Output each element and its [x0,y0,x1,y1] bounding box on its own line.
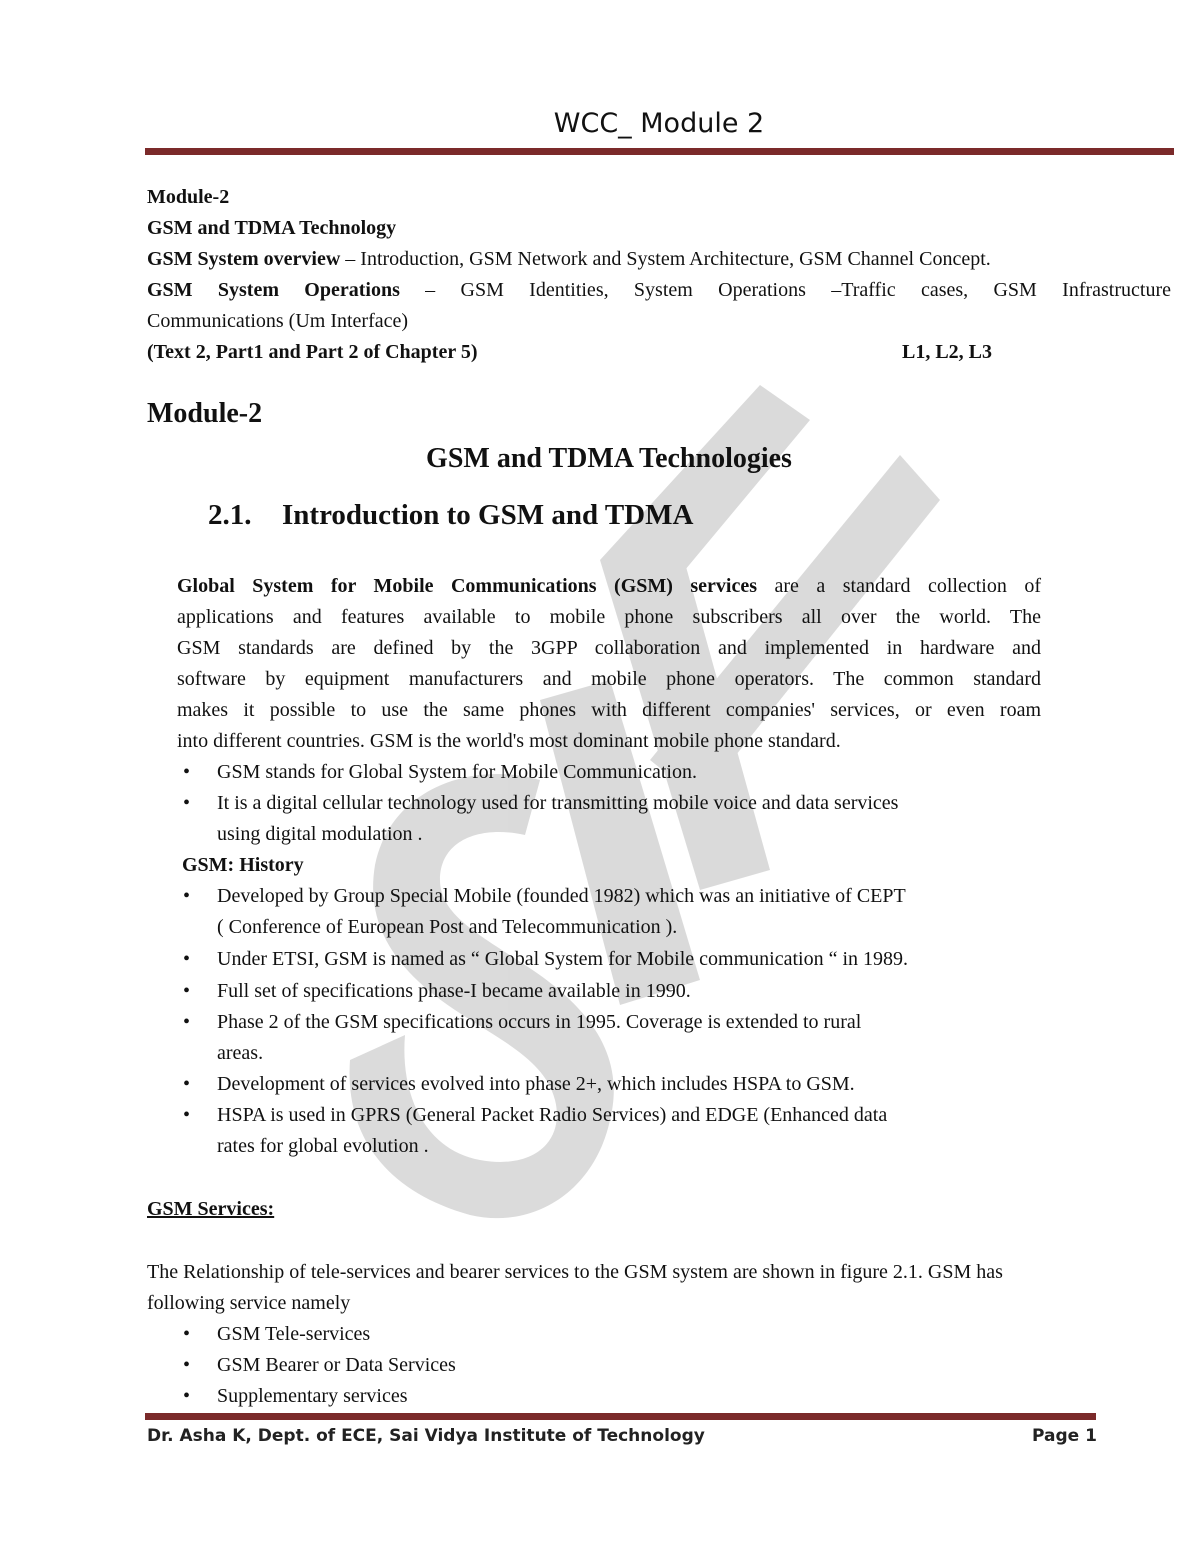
operations-text: – GSM Identities, System Operations –Traffic cases, GSM Infrastructure [399,279,1171,301]
syllabus-module: Module-2 [147,186,230,208]
bullet-icon: • [183,792,191,814]
intro-line1-rest: are a standard collection of [757,575,1042,597]
intro-line-4: software by equipment manufacturers and mobile phone operators. The common standard [177,668,1041,690]
intro-line-1 [177,571,1041,602]
overview-label: GSM System overview [147,248,341,270]
intro-bold-lead: Global System for Mobile Communications (GSM) services [177,575,758,597]
header-rule [145,148,1174,155]
services-line-2: following service namely [147,1292,351,1314]
bullet-icon: • [183,1323,191,1345]
bullet-icon: • [183,1385,191,1407]
syllabus-levels: L1, L2, L3 [902,341,993,363]
bullet-icon: • [183,885,191,907]
module-heading: Module-2 [147,398,263,429]
list-item: • GSM Bearer or Data Services [183,1350,456,1381]
list-item-cont: ( Conference of European Post and Telecommunication ). [217,916,678,938]
list-item-cont: using digital modulation . [217,823,423,845]
bullet-icon: • [183,1104,191,1126]
list-item-cont: rates for global evolution . [217,1135,429,1157]
intro-line-2: applications and features available to mobile phone subscribers all over the world. The [177,606,1041,628]
overview-text: – Introduction, GSM Network and System Architecture, GSM Channel Concept. [340,248,991,270]
list-item: • Full set of specifications phase-I became available in 1990. [183,976,691,1007]
bullet-icon: • [183,761,191,783]
list-item: • GSM stands for Global System for Mobile Communication. [183,757,697,788]
list-item-cont: areas. [217,1042,264,1064]
list-item: • Under ETSI, GSM is named as “ Global System for Mobile communication “ in 1989. [183,944,908,975]
intro-line-3: GSM standards are defined by the 3GPP collaboration and implemented in hardware and [177,637,1041,659]
services-heading: GSM Services: [147,1198,275,1220]
section-number: 2.1. [208,499,252,531]
syllabus-operations-cont: Communications (Um Interface) [147,310,409,332]
intro-line-6: into different countries. GSM is the world's most dominant mobile phone standard. [177,730,841,752]
syllabus-overview [147,244,991,275]
list-item: • Phase 2 of the GSM specifications occurs in 1995. Coverage is extended to rural [183,1007,861,1038]
syllabus-text-ref: (Text 2, Part1 and Part 2 of Chapter 5) [147,341,478,363]
list-item: • Supplementary services [183,1381,408,1412]
bullet-icon: • [183,1073,191,1095]
bullet-icon: • [183,1011,191,1033]
section-heading [208,499,693,532]
bullet-icon: • [183,1354,191,1376]
footer-rule [145,1413,1096,1420]
operations-label: GSM System Operations [147,279,400,301]
list-item: • It is a digital cellular technology used for transmitting mobile voice and data services [183,788,898,819]
intro-line-5: makes it possible to use the same phones with different companies' services, or even roam [177,699,1041,721]
bullet-icon: • [183,948,191,970]
chapter-title: GSM and TDMA Technologies [426,443,792,474]
list-item: • HSPA is used in GPRS (General Packet Radio Services) and EDGE (Enhanced data [183,1100,887,1131]
footer-author: Dr. Asha K, Dept. of ECE, Sai Vidya Institute of Technology [147,1426,705,1446]
syllabus-title: GSM and TDMA Technology [147,217,397,239]
list-item: • Developed by Group Special Mobile (founded 1982) which was an initiative of CEPT [183,881,906,912]
bullet-icon: • [183,980,191,1002]
syllabus-operations [147,275,1171,306]
section-title: Introduction to GSM and TDMA [282,499,694,531]
footer-page-number: Page 1 [1032,1426,1097,1446]
page-header-title: WCC_ Module 2 [553,108,765,139]
history-label: GSM: History [182,854,304,876]
list-item: • Development of services evolved into phase 2+, which includes HSPA to GSM. [183,1069,855,1100]
list-item: • GSM Tele-services [183,1319,370,1350]
services-line-1: The Relationship of tele-services and bearer services to the GSM system are shown in figure 2.1. GSM has [147,1261,1003,1283]
